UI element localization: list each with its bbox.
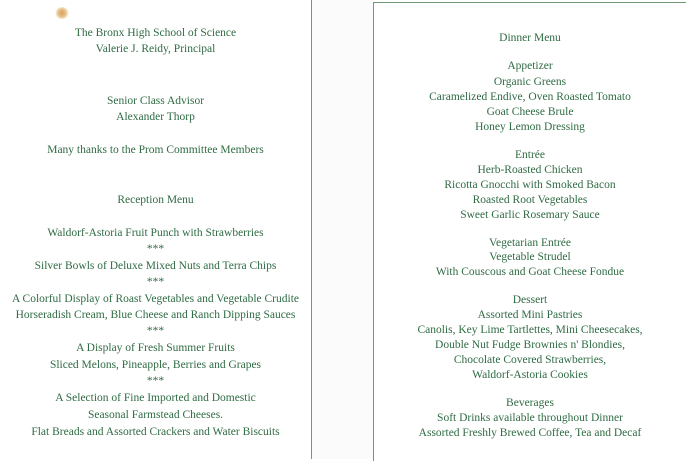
menu-item: Goat Cheese Brule: [486, 106, 574, 118]
separator: ***: [146, 243, 165, 255]
separator: ***: [146, 325, 165, 337]
menu-item: Sweet Garlic Rosemary Sauce: [460, 209, 600, 221]
reception-item: Seasonal Farmstead Cheeses.: [87, 409, 224, 421]
menu-item: Double Nut Fudge Brownies n' Blondies,: [435, 339, 625, 351]
advisor-name: Alexander Thorp: [116, 111, 195, 123]
left-page: [0, 0, 312, 459]
menu-item: Vegetable Strudel: [489, 251, 571, 263]
page-gutter: [312, 0, 373, 459]
reception-menu-title: Reception Menu: [117, 194, 194, 206]
course-heading-appetizer: Appetizer: [507, 60, 553, 72]
course-heading-dessert: Dessert: [512, 294, 548, 306]
menu-item: With Couscous and Goat Cheese Fondue: [435, 266, 625, 278]
principal-name: Valerie J. Reidy, Principal: [95, 43, 216, 55]
menu-item: Assorted Freshly Brewed Coffee, Tea and Decaf: [418, 427, 642, 439]
menu-item: Herb-Roasted Chicken: [477, 164, 583, 176]
menu-item: Soft Drinks available throughout Dinner: [437, 412, 623, 424]
menu-item: Honey Lemon Dressing: [475, 121, 585, 133]
separator: ***: [146, 375, 165, 387]
advisor-title: Senior Class Advisor: [106, 95, 205, 107]
menu-item: Canolis, Key Lime Tartlettes, Mini Cheesecakes,: [417, 324, 643, 336]
reception-item: A Selection of Fine Imported and Domestic: [55, 392, 256, 404]
dinner-menu-title: Dinner Menu: [499, 32, 561, 44]
menu-item: Waldorf-Astoria Cookies: [472, 369, 588, 381]
menu-item: Caramelized Endive, Oven Roasted Tomato: [429, 91, 631, 103]
reception-item: Sliced Melons, Pineapple, Berries and Grapes: [49, 359, 262, 371]
course-heading-vegetarian: Vegetarian Entrée: [488, 237, 572, 249]
separator: ***: [146, 276, 165, 288]
paper-stain: [55, 7, 69, 19]
menu-item: Roasted Root Vegetables: [472, 194, 588, 206]
right-page: [373, 2, 686, 461]
thanks-line: Many thanks to the Prom Committee Members: [47, 144, 264, 156]
menu-item: Organic Greens: [493, 76, 567, 88]
menu-item: Assorted Mini Pastries: [477, 309, 583, 321]
course-heading-beverages: Beverages: [506, 397, 554, 409]
reception-item: Horseradish Cream, Blue Cheese and Ranch Dipping Sauces: [15, 309, 296, 321]
menu-item: Chocolate Covered Strawberries,: [453, 354, 607, 366]
reception-item: A Colorful Display of Roast Vegetables and Vegetable Crudite: [11, 293, 300, 305]
school-name: The Bronx High School of Science: [74, 27, 237, 39]
reception-item: Flat Breads and Assorted Crackers and Water Biscuits: [31, 426, 280, 438]
reception-item: Silver Bowls of Deluxe Mixed Nuts and Terra Chips: [34, 260, 277, 272]
reception-item: Waldorf-Astoria Fruit Punch with Strawberries: [47, 227, 264, 239]
menu-item: Ricotta Gnocchi with Smoked Bacon: [444, 179, 616, 191]
reception-item: A Display of Fresh Summer Fruits: [76, 342, 235, 354]
course-heading-entree: Entrée: [514, 149, 545, 161]
